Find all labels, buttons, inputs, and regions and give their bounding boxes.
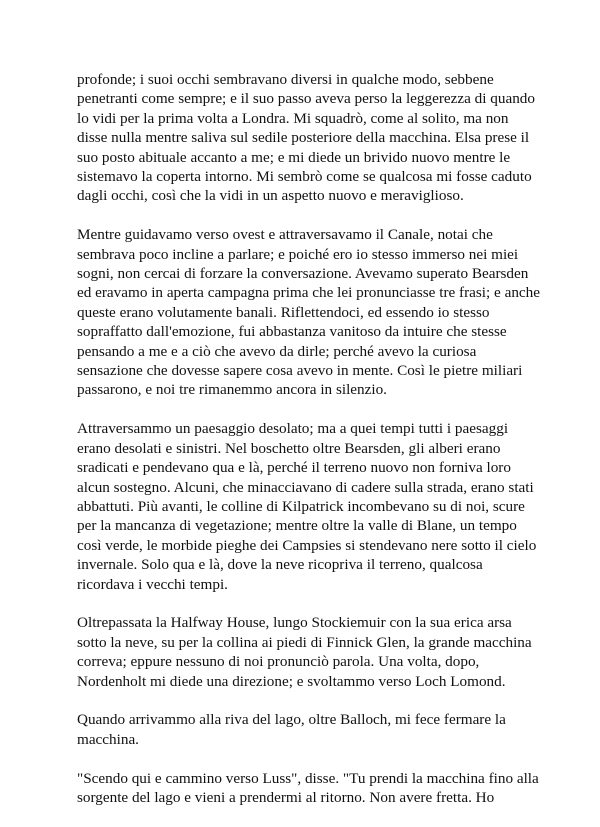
paragraph-5: Quando arrivammo alla riva del lago, oltre Balloch, mi fece fermare la macchina. [77, 711, 506, 748]
paragraph-3: Attraversammo un paesaggio desolato; ma a quei tempi tutti i paesaggi erano desolati e sinistri. Nel boschetto oltre Bearsden, gli alberi erano sradicati e pendevano qua e là, perché il terreno nuovo non forniva loro alcun sostegno. Alcuni, che minacciavano di cadere sulla strada, erano stati abbattuti. Più avanti, le colline di Kilpatrick incombevano su di noi, scure per la mancanza di vegetazione; mentre oltre la valle di Blane, un tempo così verde, le morbide pieghe dei Campsies si stendevano nere sotto il cielo invernale. Solo qua e là, dove la neve ricopriva il terreno, qualcosa ricordava i vecchi tempi. [77, 420, 537, 593]
paragraph-6: "Scendo qui e cammino verso Luss", disse. "Tu prendi la macchina fino alla sorgente del lago e vieni a prendermi al ritorno. Non avere fretta. Ho [77, 769, 539, 806]
paragraph-4: Oltrepassata la Halfway House, lungo Stockiemuir con la sua erica arsa sotto la neve, su per la collina ai piedi di Finnick Glen, la grande macchina correva; eppure nessuno di noi pronunciò parola. Una volta, dopo, Nordenholt mi diede una direzione; e svoltammo verso Loch Lomond. [77, 614, 532, 690]
paragraph-1: profonde; i suoi occhi sembravano diversi in qualche modo, sebbene penetranti come sempre; e il suo passo aveva perso la leggerezza di quando lo vidi per la prima volta a Londra. Mi squadrò, come al solito, ma non disse nulla mentre saliva sul sedile posteriore della macchina. Elsa prese il suo posto abituale accanto a me; e mi diede un brivido nuovo mentre le sistemavo la coperta intorno. Mi sembrò come se qualcosa mi fosse caduto dagli occhi, così che la vidi in un aspetto nuovo e meraviglioso. [77, 71, 535, 205]
body-text [77, 70, 555, 827]
paragraph-2: Mentre guidavamo verso ovest e attraversavamo il Canale, notai che sembrava poco incline a parlare; e poiché ero io stesso immerso nei miei sogni, non cercai di forzare la conversazione. Avevamo superato Bearsden ed eravamo in aperta campagna prima che lei pronunciasse tre frasi; e anche queste erano volutamente banali. Riflettendoci, ed essendo io stesso sopraffatto dall'emozione, fui abbastanza vanitoso da intuire che stesse pensando a me e a ciò che avevo da dirle; perché avevo la curiosa sensazione che dovesse sapere cosa avevo in mente. Così le pietre miliari passarono, e noi tre rimanemmo ancora in silenzio. [77, 226, 540, 399]
